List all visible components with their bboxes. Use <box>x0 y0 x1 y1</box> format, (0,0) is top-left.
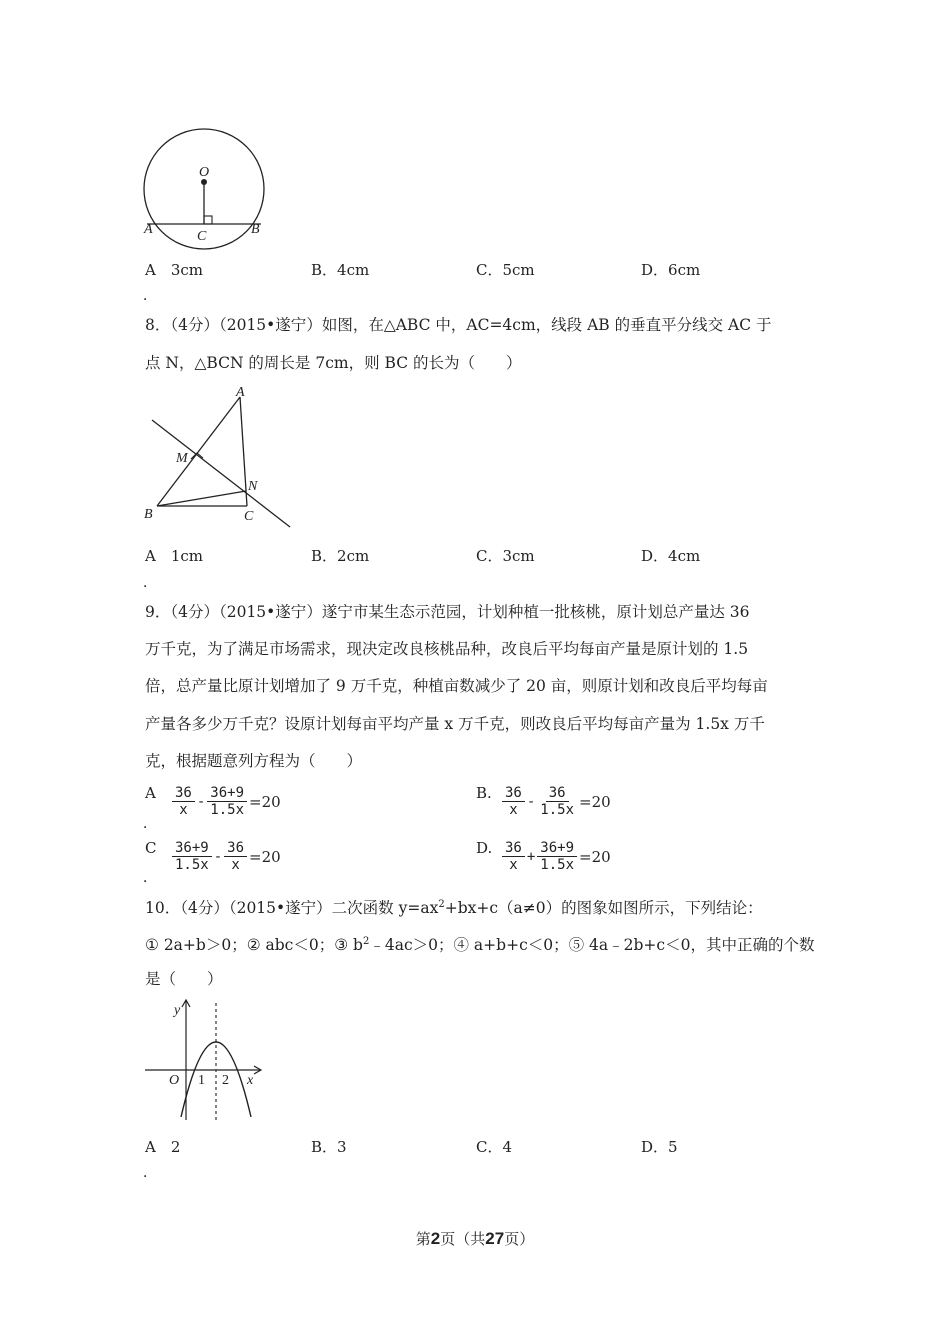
q10-label-y: y <box>174 1003 181 1018</box>
q10-option-c: C．4 <box>476 1138 513 1156</box>
q9-dot-a: ． <box>143 816 157 832</box>
q7-label-O: O <box>199 165 210 180</box>
q9-b-frac2: $\frac{36}{1.5x}$ <box>540 785 575 818</box>
q9-text-line5: 克，根据题意列方程为（ ） <box>145 752 363 770</box>
q9-text-line2: 万千克，为了满足市场需求，现决定改良核桃品种，改良后平均每亩产量是原计划的 1.5 <box>145 640 749 658</box>
q10-label-O: O <box>169 1073 180 1088</box>
q8-label-C: C <box>244 509 254 524</box>
q9-c-frac1: $\frac{36+9}{1.5x}$ <box>172 840 212 873</box>
q9-option-b-equation: $\frac{36}{x}$ - $\frac{36}{1.5x}$ =20 <box>500 785 611 818</box>
q8-label-B: B <box>144 507 153 522</box>
q8-option-a: A 1cm <box>145 547 204 565</box>
q9-option-c-letter: C <box>145 839 157 857</box>
q7-option-a: A 3cm <box>145 261 204 279</box>
q10-label-2: 2 <box>222 1073 229 1088</box>
q7-label-B: B <box>251 222 260 237</box>
q8-option-d: D．4cm <box>641 547 701 565</box>
q7-dot: ． <box>143 288 157 304</box>
q8-text-line2: 点 N，△BCN 的周长是 7cm，则 BC 的长为（ ） <box>145 354 522 372</box>
q8-option-b: B．2cm <box>311 547 370 565</box>
q7-option-d: D．6cm <box>641 261 701 279</box>
q10-option-a: A 2 <box>145 1138 181 1156</box>
q9-a-frac2: $\frac{36+9}{1.5x}$ <box>207 785 247 818</box>
q9-option-a-equation: $\frac{36}{x}$ - $\frac{36+9}{1.5x}$ =20 <box>170 785 281 818</box>
q9-text-line4: 产量各多少万千克？设原计划每亩平均产量 x 万千克，则改良后平均每亩产量为 1.5x 万千 <box>145 715 765 733</box>
page-footer: 第2页（共27页） <box>415 1229 535 1248</box>
q10-label-1: 1 <box>198 1073 205 1088</box>
q9-a-frac1: $\frac{36}{x}$ <box>172 785 195 818</box>
q7-label-A: A <box>144 222 153 237</box>
q8-option-c: C．3cm <box>476 547 535 565</box>
q10-option-b: B．3 <box>311 1138 347 1156</box>
q9-text-line3: 倍，总产量比原计划增加了 9 万千克，种植亩数减少了 20 亩，则原计划和改良后平均每亩 <box>145 677 768 695</box>
q9-option-d-letter: D. <box>476 839 493 857</box>
q10-text-line1: 10．（4分）（2015•遂宁）二次函数 $y=ax^2+bx+c(a\ne 0)$的图象如图所示，下列结论： <box>145 899 763 918</box>
q9-option-a-letter: A <box>145 784 156 802</box>
q8-dot: ． <box>143 575 157 591</box>
q9-d-frac1: $\frac{36}{x}$ <box>502 840 525 873</box>
q9-option-b-letter: B. <box>476 784 492 802</box>
q10-text-line2: ① 2a+b＞0；② abc＜0；③ $b^2﹣4ac>0$；④ a+b+c＜0；⑤ 4a﹣2b+c＜0，其中正确的个数 <box>145 936 815 955</box>
q10-label-x: x <box>247 1073 254 1088</box>
q8-label-A: A <box>236 385 245 400</box>
q7-label-C: C <box>197 229 207 244</box>
q8-label-N: N <box>248 479 258 494</box>
q9-option-c-equation: $\frac{36+9}{1.5x}$ - $\frac{36}{x}$ =20 <box>170 840 281 873</box>
q10-dot: ． <box>143 1165 157 1181</box>
footer-total-pages: 27 <box>485 1229 505 1248</box>
q7-option-b: B．4cm <box>311 261 370 279</box>
q9-dot-c: ． <box>143 870 157 886</box>
q9-option-d-equation: $\frac{36}{x}$ + $\frac{36+9}{1.5x}$ =20 <box>500 840 611 873</box>
q9-d-frac2: $\frac{36+9}{1.5x}$ <box>537 840 577 873</box>
q9-b-frac1: $\frac{36}{x}$ <box>502 785 525 818</box>
q10-option-d: D．5 <box>641 1138 678 1156</box>
q8-text-line1: 8．（4分）（2015•遂宁）如图，在△ABC 中，AC=4cm，线段 AB 的垂直平分线交 AC 于 <box>145 316 772 334</box>
footer-page-number: 2 <box>430 1229 441 1248</box>
q10-parabola-figure <box>140 995 270 1125</box>
q10-text-line3: 是（ ） <box>145 970 223 988</box>
q8-label-M: M <box>176 451 188 466</box>
q7-option-c: C．5cm <box>476 261 535 279</box>
q7-circle-figure <box>135 120 275 250</box>
q8-triangle-figure <box>140 385 300 530</box>
q9-c-frac2: $\frac{36}{x}$ <box>224 840 247 873</box>
q9-text-line1: 9．（4分）（2015•遂宁）遂宁市某生态示范园，计划种植一批核桃，原计划总产量达 36 <box>145 603 750 621</box>
